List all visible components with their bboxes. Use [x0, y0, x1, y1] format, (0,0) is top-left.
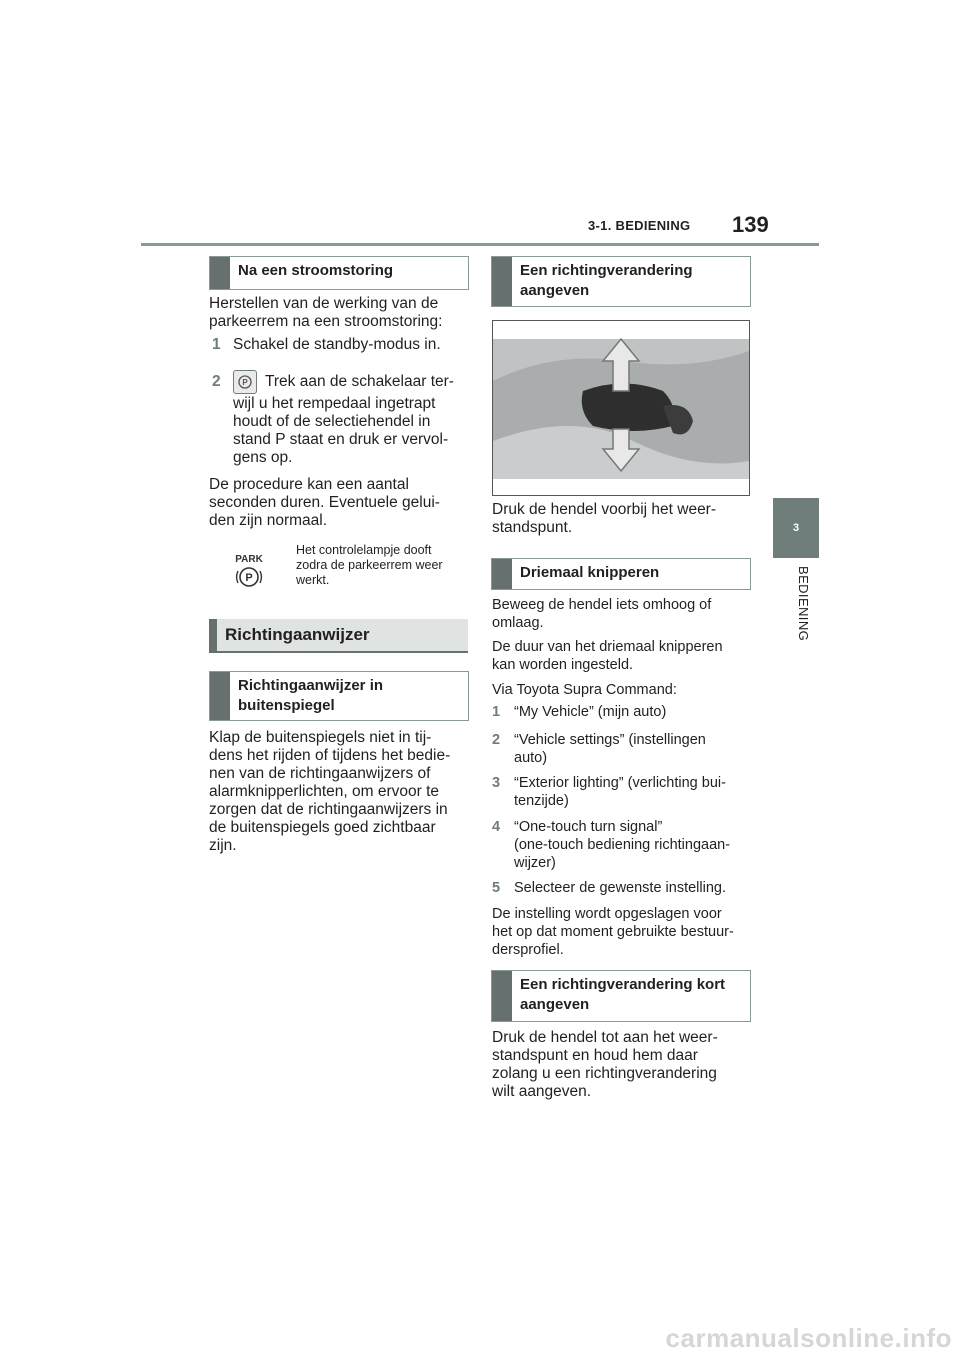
- svg-text:P: P: [245, 572, 253, 584]
- short-text: Druk de hendel tot aan het weer- standspunt en houd hem daar zolang u een richtingverandering wilt aangeven.: [492, 1029, 718, 1100]
- heading-triple-flash: Driemaal knipperen: [491, 558, 751, 590]
- intro-text: Herstellen van de werking van de parkeerrem na een stroomstoring:: [209, 295, 443, 330]
- heading-short-turn: Een richtingverandering kort aangeven: [491, 970, 751, 1022]
- procedure-text: De procedure kan een aantal seconden duren. Eventuele gelui- den zijn normaal.: [209, 476, 440, 529]
- section-label: 3-1. BEDIENING: [588, 218, 691, 233]
- heading-power-failure: Na een stroomstoring: [209, 256, 469, 290]
- section-heading-turn-signal: Richtingaanwijzer: [209, 619, 468, 653]
- triple-duration: De duur van het driemaal knipperen kan worden ingesteld.: [492, 639, 723, 673]
- park-note: Het controlelampje dooft zodra de parkeerrem weer werkt.: [296, 543, 443, 587]
- saved-text: De instelling wordt opgeslagen voor het op dat moment gebruikte bestuur- dersprofiel.: [492, 906, 734, 958]
- via-text: Via Toyota Supra Command:: [492, 682, 677, 698]
- chapter-tab: 3: [773, 498, 819, 558]
- page-number: 139: [732, 212, 769, 237]
- lever-illustration: [492, 320, 750, 496]
- triple-intro: Beweeg de hendel iets omhoog of omlaag.: [492, 597, 712, 631]
- park-indicator-icon: PARK P: [235, 554, 263, 584]
- turn-text: Druk de hendel voorbij het weer- standspunt.: [492, 501, 717, 536]
- svg-text:P: P: [242, 378, 248, 387]
- header-rule: [141, 243, 819, 246]
- heading-mirror-indicator: Richtingaanwijzer in buitenspiegel: [209, 671, 469, 721]
- chapter-label: BEDIENING: [796, 566, 811, 642]
- parking-brake-icon: [233, 370, 257, 394]
- heading-turn-indicate: Een richtingverandering aangeven: [491, 256, 751, 307]
- watermark: carmanualsonline.info: [665, 1323, 952, 1353]
- mirror-text: Klap de buitenspiegels niet in tij- dens het rijden of tijdens het bedie- nen van de richtingaanwijzers of alarmknipperlichten, om ervoor te zorgen dat de richtingaanwijzers in de buitenspiegels goed zichtbaar zijn.: [209, 729, 451, 854]
